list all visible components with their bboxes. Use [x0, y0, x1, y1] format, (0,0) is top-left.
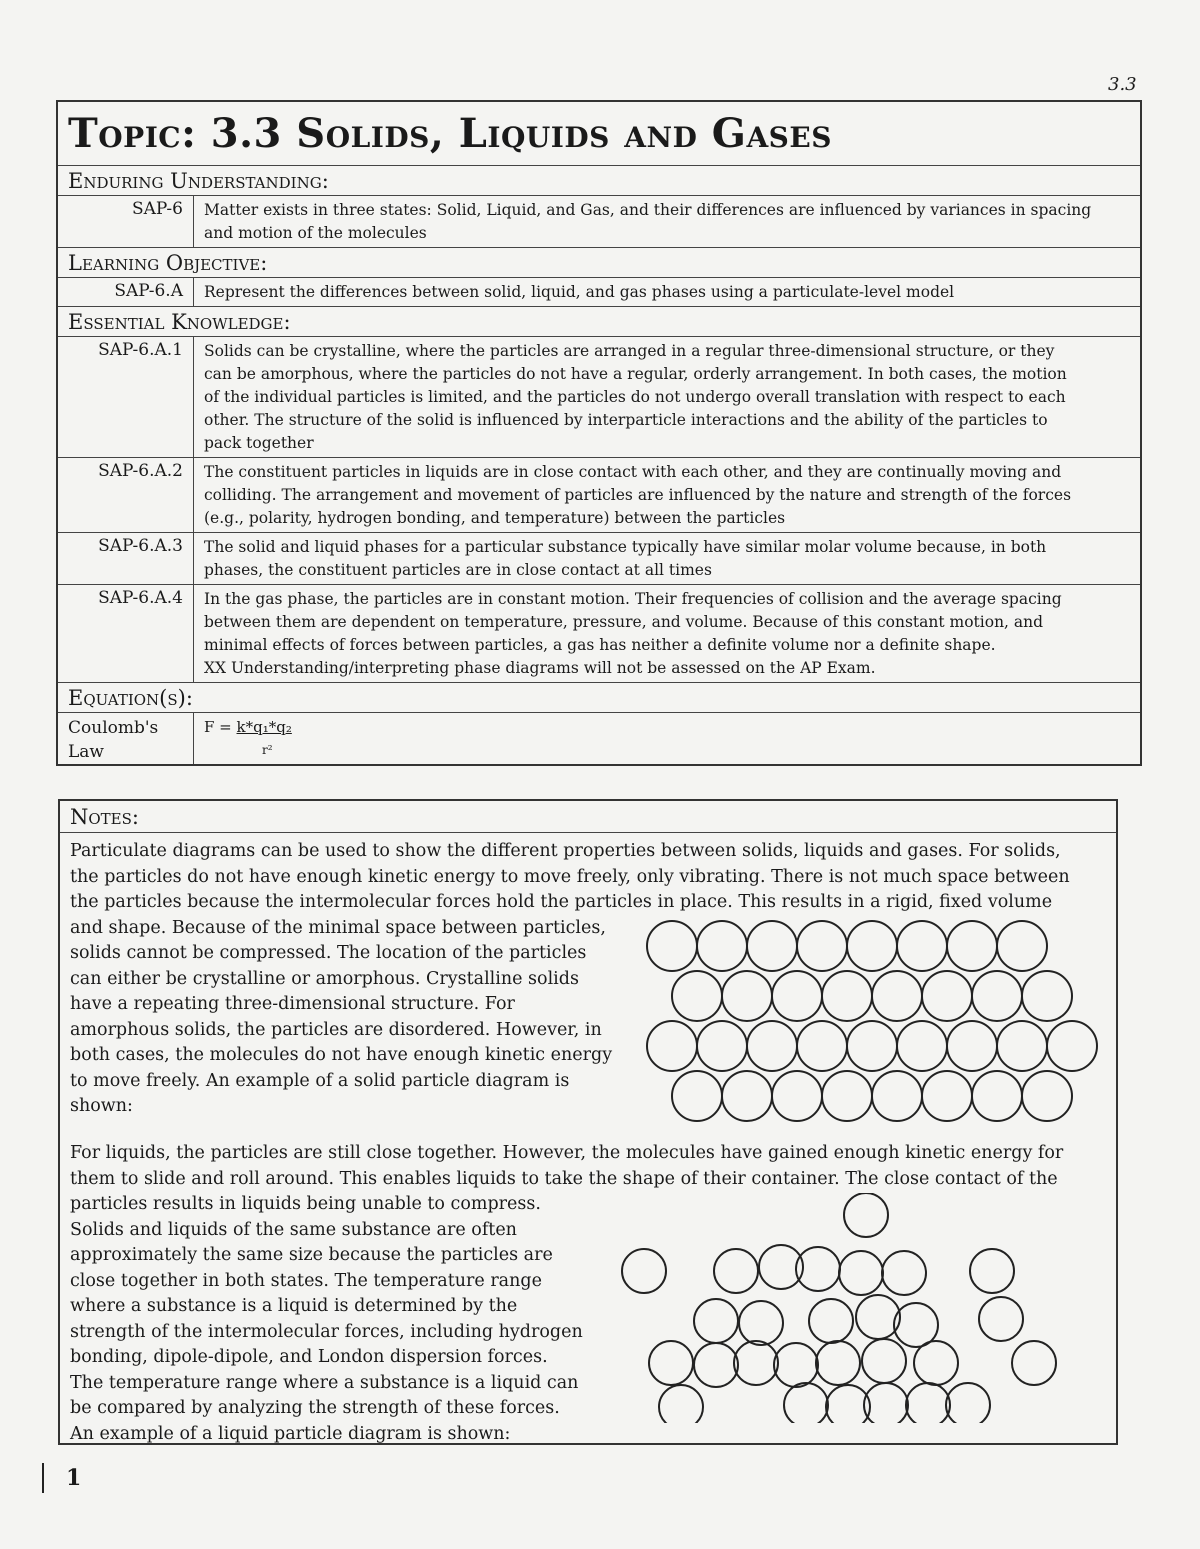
particle-circle	[647, 921, 697, 971]
page-number: 1	[66, 1465, 82, 1491]
particle-circle	[894, 1303, 938, 1347]
particle-circle	[847, 921, 897, 971]
knowledge-code: SAP-6.A.3	[58, 533, 194, 584]
notes-heading: Notes:	[60, 801, 1116, 833]
enduring-text	[194, 196, 1140, 247]
notes-line: shown:	[70, 1096, 133, 1116]
particle-circle	[970, 1249, 1014, 1293]
notes-line: approximately the same size because the particles are	[70, 1245, 553, 1265]
notes-line: where a substance is a liquid is determined by the	[70, 1296, 518, 1316]
equation-name	[58, 713, 194, 764]
particle-circle	[647, 1021, 697, 1071]
text-line: of the individual particles is limited, and the particles do not undergo overall translation with respect to each	[204, 388, 1066, 406]
notes-line: An example of a liquid particle diagram is shown:	[70, 1423, 511, 1444]
particle-circle	[922, 971, 972, 1021]
text-line: minimal effects of forces between particles, a gas has neither a definite volume nor a definite shape.	[204, 636, 996, 654]
particle-circle	[1047, 1021, 1097, 1071]
particle-circle	[797, 921, 847, 971]
notes-line: bonding, dipole-dipole, and London dispersion forces.	[70, 1347, 548, 1367]
equations-heading: Equation(s):	[58, 683, 1140, 713]
formula-lhs: F =	[204, 718, 237, 736]
particle-circle	[862, 1339, 906, 1383]
notes-line: to move freely. An example of a solid particle diagram is	[70, 1070, 570, 1091]
particle-circle	[946, 1383, 990, 1423]
particle-circle	[816, 1341, 860, 1385]
text-line: (e.g., polarity, hydrogen bonding, and temperature) between the particles	[204, 509, 786, 527]
particle-circle	[872, 971, 922, 1021]
notes-line: and shape. Because of the minimal space between particles,	[70, 917, 606, 938]
particle-circle	[997, 921, 1047, 971]
particle-circle	[979, 1297, 1023, 1341]
particle-circle	[839, 1251, 883, 1295]
notes-line: Particulate diagrams can be used to show the different properties between solids, liquids and gases. For solids,	[70, 841, 1061, 861]
notes-line: The temperature range where a substance is a liquid can	[70, 1372, 579, 1393]
particle-circle	[694, 1299, 738, 1343]
notes-line: can either be crystalline or amorphous. Crystalline solids	[70, 968, 579, 989]
knowledge-code: SAP-6.A.4	[58, 585, 194, 682]
equation-name-line: Law	[68, 742, 104, 762]
notes-line: amorphous solids, the particles are disordered. However, in	[70, 1019, 602, 1040]
notes-box	[58, 799, 1118, 1445]
notes-line: For liquids, the particles are still close together. However, the molecules have gained enough kinetic energy for	[70, 1143, 1064, 1163]
text-line: phases, the constituent particles are in close contact at all times	[204, 561, 712, 579]
text-line: and motion of the molecules	[204, 224, 427, 242]
knowledge-row	[58, 533, 1140, 585]
particle-circle	[694, 1343, 738, 1387]
particle-circle	[947, 1021, 997, 1071]
notes-line: particles results in liquids being unable to compress.	[70, 1194, 541, 1214]
particle-circle	[722, 1071, 772, 1121]
particle-circle	[739, 1301, 783, 1345]
knowledge-text	[194, 533, 1140, 584]
text-line: Matter exists in three states: Solid, Liquid, and Gas, and their differences are influenced by variances in spacing	[204, 201, 1092, 219]
particle-circle	[649, 1341, 693, 1385]
particle-circle	[882, 1251, 926, 1295]
text-line: XX Understanding/interpreting phase diagrams will not be assessed on the AP Exam.	[204, 659, 876, 677]
particle-circle	[1022, 1071, 1072, 1121]
knowledge-code: SAP-6.A.1	[58, 337, 194, 457]
particle-circle	[1012, 1341, 1056, 1385]
text-line: The constituent particles in liquids are in close contact with each other, and they are continually moving and	[204, 463, 1062, 481]
enduring-row	[58, 196, 1140, 248]
particle-circle	[972, 971, 1022, 1021]
particle-circle	[797, 1021, 847, 1071]
particle-circle	[672, 971, 722, 1021]
notes-line: be compared by analyzing the strength of these forces.	[70, 1398, 560, 1418]
text-line: other. The structure of the solid is influenced by interparticle interactions and the ability of the particles to	[204, 411, 1048, 429]
text-line: Solids can be crystalline, where the particles are arranged in a regular three-dimensional structure, or they	[204, 342, 1055, 360]
notes-line: the particles do not have enough kinetic energy to move freely, only vibrating. There is not much space between	[70, 866, 1070, 887]
particle-circle	[697, 1021, 747, 1071]
notes-line: close together in both states. The temperature range	[70, 1270, 542, 1291]
objective-text	[194, 278, 1140, 306]
text-line: pack together	[204, 434, 314, 452]
particle-circle	[659, 1385, 703, 1423]
particle-circle	[947, 921, 997, 971]
enduring-code: SAP-6	[58, 196, 194, 247]
particle-circle	[922, 1071, 972, 1121]
particle-circle	[747, 921, 797, 971]
particle-circle	[1022, 971, 1072, 1021]
particle-circle	[856, 1295, 900, 1339]
solid-particle-diagram	[640, 919, 1110, 1129]
notes-line: strength of the intermolecular forces, including hydrogen	[70, 1321, 583, 1342]
title-row	[58, 102, 1140, 166]
particle-circle	[772, 971, 822, 1021]
knowledge-code: SAP-6.A.2	[58, 458, 194, 532]
particle-circle	[747, 1021, 797, 1071]
particle-circle	[847, 1021, 897, 1071]
knowledge-text	[194, 458, 1140, 532]
text-line: Represent the differences between solid, liquid, and gas phases using a particulate-level model	[204, 283, 955, 301]
text-line: between them are dependent on temperature, pressure, and volume. Because of this constant motion, and	[204, 613, 1044, 631]
particle-circle	[844, 1193, 888, 1237]
formula-denominator: r²	[262, 743, 273, 757]
particle-circle	[914, 1341, 958, 1385]
particle-circle	[697, 921, 747, 971]
notes-line: have a repeating three-dimensional structure. For	[70, 994, 515, 1014]
particle-circle	[772, 1071, 822, 1121]
particle-circle	[809, 1299, 853, 1343]
formula-numerator: k*q₁*q₂	[236, 718, 292, 736]
particle-circle	[714, 1249, 758, 1293]
particle-circle	[784, 1383, 828, 1423]
page-label: 3.3	[1108, 74, 1137, 95]
particle-circle	[897, 1021, 947, 1071]
objective-code: SAP-6.A	[58, 278, 194, 306]
notes-line: both cases, the molecules do not have enough kinetic energy	[70, 1045, 613, 1065]
equation-row	[58, 713, 1140, 764]
particle-circle	[722, 971, 772, 1021]
enduring-heading: Enduring Understanding:	[58, 166, 1140, 196]
particle-circle	[972, 1071, 1022, 1121]
page-title: Topic: 3.3 Solids, Liquids and Gases	[68, 110, 832, 157]
knowledge-row	[58, 458, 1140, 533]
notes-line: them to slide and roll around. This enables liquids to take the shape of their container. The close contact of the	[70, 1168, 1058, 1189]
liquid-particle-diagram	[616, 1193, 1096, 1423]
particle-circle	[672, 1071, 722, 1121]
topic-table	[56, 100, 1142, 766]
equation-formula	[194, 713, 1140, 764]
knowledge-heading: Essential Knowledge:	[58, 307, 1140, 337]
notes-line: the particles because the intermolecular forces hold the particles in place. This results in a rigid, fixed volume	[70, 892, 1053, 912]
objective-row	[58, 278, 1140, 307]
footer-bar	[42, 1463, 44, 1493]
text-line: In the gas phase, the particles are in constant motion. Their frequencies of collision and the average spacing	[204, 590, 1062, 608]
text-line: colliding. The arrangement and movement of particles are influenced by the nature and strength of the forces	[204, 486, 1072, 504]
notes-line: Solids and liquids of the same substance are often	[70, 1219, 517, 1240]
knowledge-text	[194, 585, 1140, 682]
particle-circle	[906, 1383, 950, 1423]
knowledge-row	[58, 337, 1140, 458]
particle-circle	[822, 971, 872, 1021]
knowledge-row	[58, 585, 1140, 683]
objective-heading: Learning Objective:	[58, 248, 1140, 278]
particle-circle	[897, 921, 947, 971]
particle-circle	[822, 1071, 872, 1121]
text-line: The solid and liquid phases for a particular substance typically have similar molar volume because, in both	[204, 538, 1047, 556]
equation-name-line: Coulomb's	[68, 718, 159, 738]
particle-circle	[622, 1249, 666, 1293]
particle-circle	[774, 1343, 818, 1387]
particle-circle	[997, 1021, 1047, 1071]
particle-circle	[872, 1071, 922, 1121]
text-line: can be amorphous, where the particles do not have a regular, orderly arrangement. In both cases, the motion	[204, 365, 1067, 383]
knowledge-text	[194, 337, 1140, 457]
particle-circle	[734, 1341, 778, 1385]
notes-line: solids cannot be compressed. The location of the particles	[70, 943, 587, 963]
